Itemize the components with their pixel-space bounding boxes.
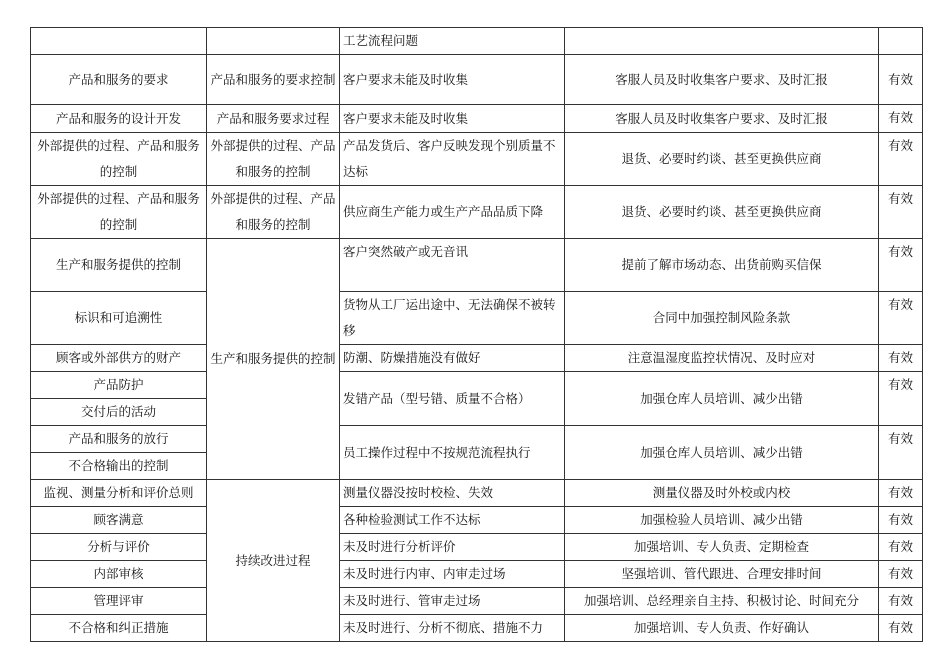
- clause-cell: 外部提供的过程、产品和服务的控制: [31, 186, 207, 239]
- status-cell: 有效: [879, 372, 923, 426]
- status-cell: 有效: [879, 426, 923, 480]
- clause-cell: 内部审核: [31, 561, 207, 588]
- status-cell: 有效: [879, 345, 923, 372]
- header-cell-4: [565, 28, 879, 55]
- status-cell: 有效: [879, 105, 923, 133]
- issue-cell: 防潮、防燥措施没有做好: [340, 345, 565, 372]
- process-cell: 外部提供的过程、产品和服务的控制: [207, 186, 340, 239]
- table-row: [31, 55, 923, 105]
- header-cell-1: [31, 28, 207, 55]
- process-cell: 生产和服务提供的控制: [207, 239, 340, 480]
- measure-cell: 客服人员及时收集客户要求、及时汇报: [565, 55, 879, 105]
- measure-cell: 提前了解市场动态、出货前购买信保: [565, 239, 879, 292]
- table-row: [31, 186, 923, 239]
- process-cell: 外部提供的过程、产品和服务的控制: [207, 133, 340, 186]
- measure-cell: 客服人员及时收集客户要求、及时汇报: [565, 105, 879, 133]
- table-row: [31, 588, 923, 615]
- table-row: [31, 372, 923, 399]
- table-row: [31, 239, 923, 292]
- clause-cell: 管理评审: [31, 588, 207, 615]
- header-cell-2: [207, 28, 340, 55]
- clause-cell: 不合格和纠正措施: [31, 615, 207, 642]
- measure-cell: 加强仓库人员培训、减少出错: [565, 426, 879, 480]
- clause-cell: 顾客满意: [31, 507, 207, 534]
- issue-cell: 各种检验测试工作不达标: [340, 507, 565, 534]
- clause-cell: 外部提供的过程、产品和服务的控制: [31, 133, 207, 186]
- issue-cell: 测量仪器没按时校检、失效: [340, 480, 565, 507]
- table-row: [31, 480, 923, 507]
- clause-cell: 生产和服务提供的控制: [31, 239, 207, 292]
- measure-cell: 退货、必要时约谈、甚至更换供应商: [565, 133, 879, 186]
- status-cell: 有效: [879, 133, 923, 186]
- measure-cell: 加强培训、专人负责、作好确认: [565, 615, 879, 642]
- issue-cell: 未及时进行、分析不彻底、措施不力: [340, 615, 565, 642]
- process-cell: 产品和服务要求过程: [207, 105, 340, 133]
- status-cell: 有效: [879, 55, 923, 105]
- status-cell: 有效: [879, 588, 923, 615]
- table-row: [31, 292, 923, 345]
- issue-cell: 未及时进行内审、内审走过场: [340, 561, 565, 588]
- table-header-row: [31, 28, 923, 55]
- table-row: [31, 426, 923, 453]
- issue-cell: 未及时进行分析评价: [340, 534, 565, 561]
- header-cell-process-issue: 工艺流程问题: [340, 28, 565, 55]
- measure-cell: 注意温湿度监控状情况、及时应对: [565, 345, 879, 372]
- status-cell: 有效: [879, 561, 923, 588]
- table-row: [31, 507, 923, 534]
- status-cell: 有效: [879, 615, 923, 642]
- clause-cell: 产品和服务的要求: [31, 55, 207, 105]
- issue-cell: 客户要求未能及时收集: [340, 55, 565, 105]
- process-risk-table: [30, 27, 923, 642]
- table-row: [31, 345, 923, 372]
- header-cell-5: [879, 28, 923, 55]
- issue-cell: 员工操作过程中不按规范流程执行: [340, 426, 565, 480]
- clause-cell: 分析与评价: [31, 534, 207, 561]
- clause-cell: 产品和服务的放行: [31, 426, 207, 453]
- issue-cell: 产品发货后、客户反映发现个别质量不达标: [340, 133, 565, 186]
- status-cell: 有效: [879, 292, 923, 345]
- clause-cell: 顾客或外部供方的财产: [31, 345, 207, 372]
- issue-cell: 发错产品（型号错、质量不合格）: [340, 372, 565, 426]
- clause-cell: 产品防护: [31, 372, 207, 399]
- table-row: [31, 561, 923, 588]
- measure-cell: 坚强培训、管代跟进、合理安排时间: [565, 561, 879, 588]
- clause-cell: 标识和可追溯性: [31, 292, 207, 345]
- clause-cell: 监视、测量分析和评价总则: [31, 480, 207, 507]
- measure-cell: 合同中加强控制风险条款: [565, 292, 879, 345]
- measure-cell: 退货、必要时约谈、甚至更换供应商: [565, 186, 879, 239]
- status-cell: 有效: [879, 186, 923, 239]
- status-cell: 有效: [879, 534, 923, 561]
- table-row: [31, 615, 923, 642]
- measure-cell: 加强仓库人员培训、减少出错: [565, 372, 879, 426]
- issue-cell: 客户突然破产或无音讯: [340, 239, 565, 292]
- clause-cell: 不合格输出的控制: [31, 453, 207, 480]
- clause-cell: 产品和服务的设计开发: [31, 105, 207, 133]
- issue-cell: 未及时进行、管审走过场: [340, 588, 565, 615]
- table-row: [31, 534, 923, 561]
- measure-cell: 测量仪器及时外校或内校: [565, 480, 879, 507]
- status-cell: 有效: [879, 480, 923, 507]
- issue-cell: 客户要求未能及时收集: [340, 105, 565, 133]
- clause-cell: 交付后的活动: [31, 399, 207, 426]
- issue-cell: 货物从工厂运出途中、无法确保不被转移: [340, 292, 565, 345]
- table-row: [31, 133, 923, 186]
- measure-cell: 加强检验人员培训、减少出错: [565, 507, 879, 534]
- issue-cell: 供应商生产能力或生产产品品质下降: [340, 186, 565, 239]
- table-row: [31, 105, 923, 133]
- process-cell: 产品和服务的要求控制: [207, 55, 340, 105]
- status-cell: 有效: [879, 239, 923, 292]
- status-cell: 有效: [879, 507, 923, 534]
- measure-cell: 加强培训、专人负责、定期检查: [565, 534, 879, 561]
- process-cell: 持续改进过程: [207, 480, 340, 642]
- measure-cell: 加强培训、总经理亲自主持、积极讨论、时间充分: [565, 588, 879, 615]
